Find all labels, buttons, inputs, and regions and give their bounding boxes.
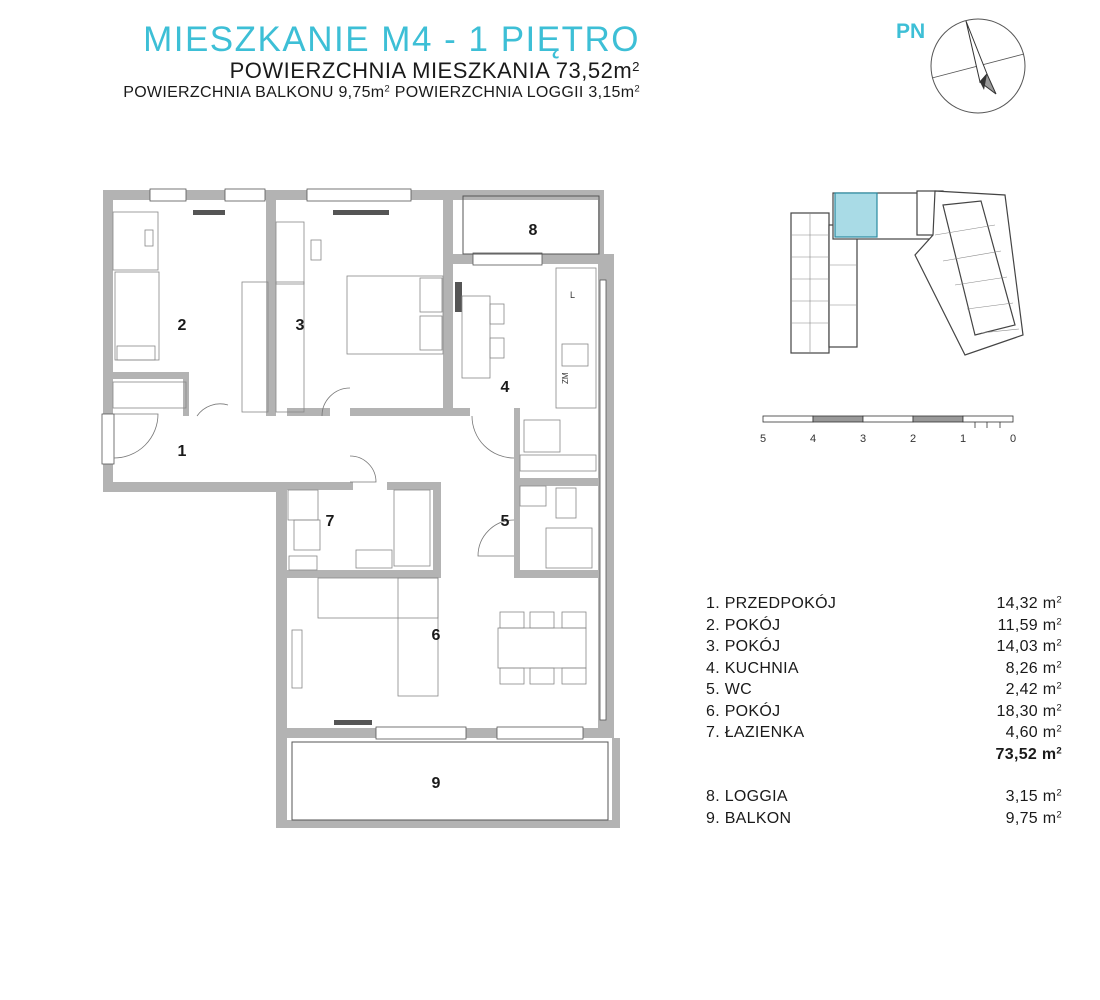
room-number-5: 5 (500, 513, 510, 530)
room-number-9: 9 (431, 775, 441, 792)
key-plan (785, 185, 1025, 365)
legend-row-9: 9. BALKON 9,75 $m^2$ (706, 809, 1062, 827)
scale-label-3: 3 (859, 433, 867, 445)
apartment-area: POWIERZCHNIA MIESZKANIA $73,52m^2$ (229, 58, 640, 83)
north-arrow-icon (928, 16, 1028, 116)
legend-row-6: 6. POKÓJ 18,30 $m^2$ (706, 702, 1062, 720)
balcony-loggia-area: POWIERZCHNIA BALKONU $9,75m^2$ POWIERZCHNIA LOGGII $3,15m^2$ (123, 83, 640, 101)
legend-row-7: 7. ŁAZIENKA 4,60 $m^2$ (706, 723, 1062, 741)
scale-label-1: 1 (959, 433, 967, 445)
apartment-highlight (835, 193, 877, 237)
room-number-4: 4 (500, 379, 510, 396)
scale-label-5: 5 (759, 433, 767, 445)
room-legend (706, 593, 1062, 829)
legend-row-1: 1. PRZEDPOKÓJ 14,32 $m^2$ (706, 594, 1062, 612)
scale-bar (750, 410, 1040, 450)
room-number-7: 7 (325, 513, 335, 530)
room-number-8: 8 (528, 222, 538, 239)
kitchen-marker: ZM (561, 372, 570, 384)
room-number-1: 1 (177, 443, 187, 460)
scale-label-2: 2 (909, 433, 917, 445)
legend-row-3: 3. POKÓJ 14,03 $m^2$ (706, 637, 1062, 655)
legend-row-4: 4. KUCHNIA 8,26 $m^2$ (706, 659, 1062, 677)
fridge-marker: L (570, 290, 576, 300)
scale-label-0: 0 (1009, 433, 1017, 445)
room-number-3: 3 (295, 317, 305, 334)
scale-label-4: 4 (809, 433, 817, 445)
legend-row-8: 8. LOGGIA 3,15 $m^2$ (706, 787, 1062, 805)
legend-row-2: 2. POKÓJ 11,59 $m^2$ (706, 616, 1062, 634)
legend-total: 73,52 $m^2$ (995, 745, 1062, 763)
apartment-title: MIESZKANIE M4 - 1 PIĘTRO (143, 20, 640, 59)
room-number-6: 6 (431, 627, 441, 644)
legend-row-5: 5. WC 2,42 $m^2$ (706, 680, 1062, 698)
room-number-2: 2 (177, 317, 187, 334)
compass-label: PN (896, 20, 926, 43)
